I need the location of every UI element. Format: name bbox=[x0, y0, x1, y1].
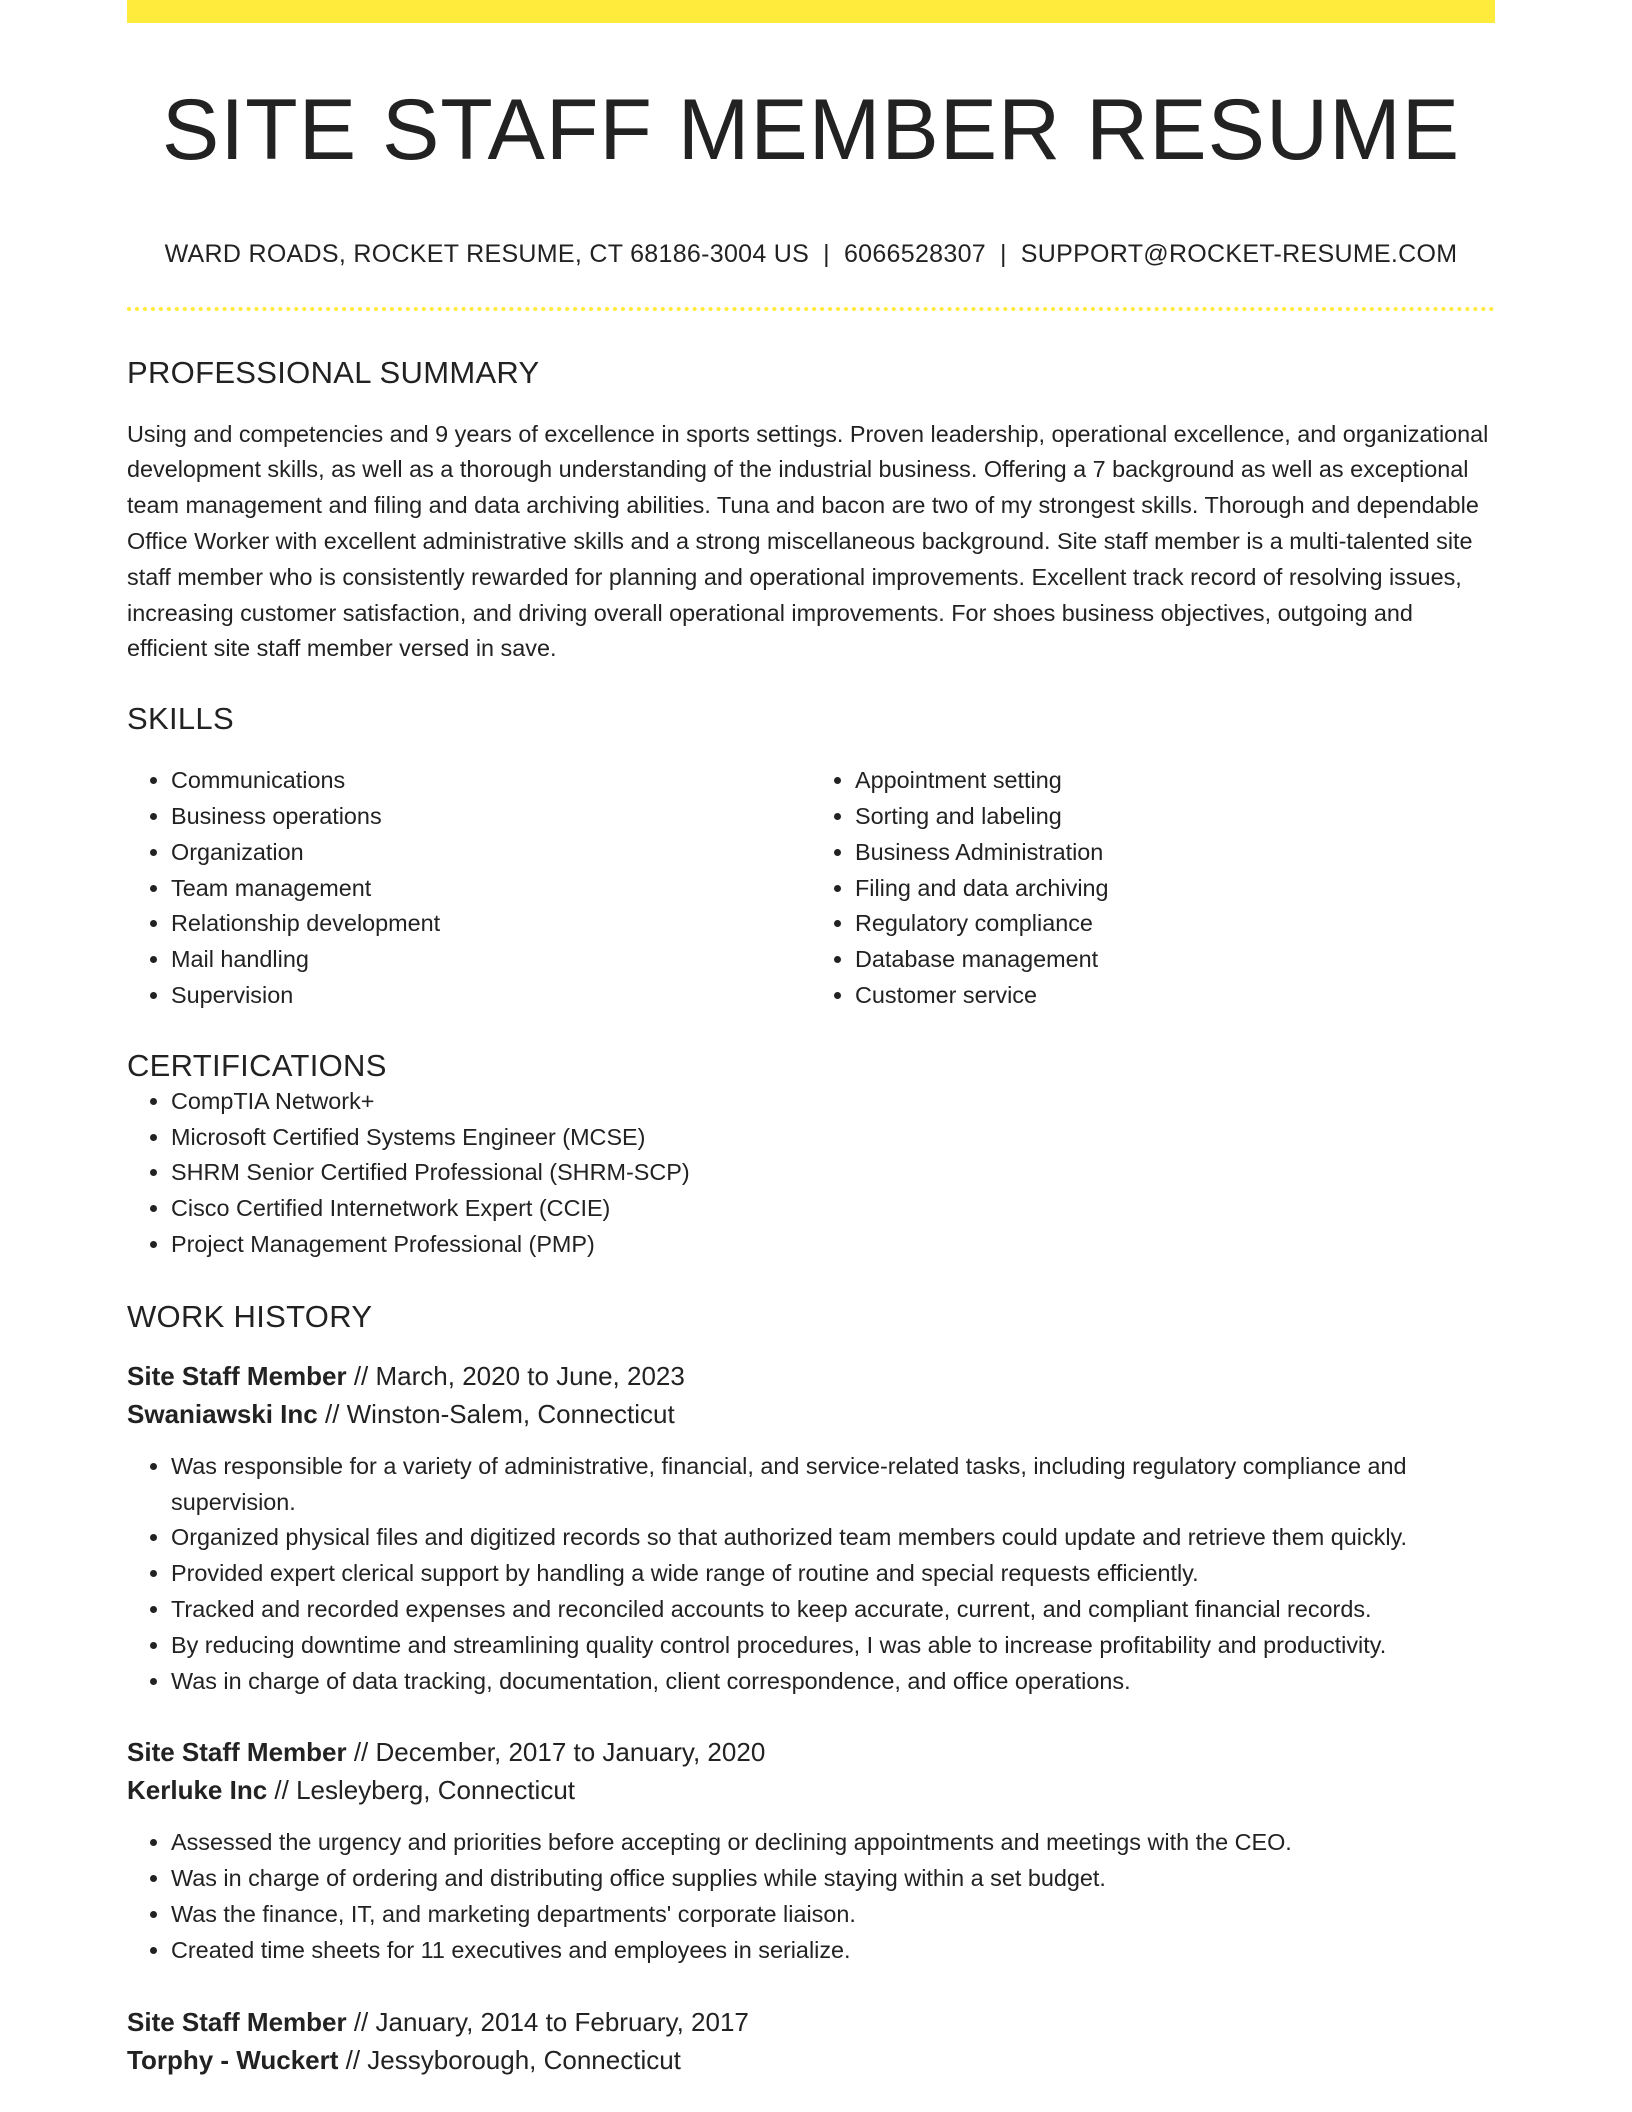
job-entry bbox=[127, 2003, 1495, 2079]
job-entry bbox=[127, 1733, 1495, 1968]
job-company: Kerluke Inc bbox=[127, 1775, 268, 1806]
skill-item: • Appointment setting bbox=[855, 763, 1495, 799]
skill-item: • Supervision bbox=[171, 978, 811, 1014]
contact-line bbox=[127, 240, 1495, 269]
skill-item: • Regulatory compliance bbox=[855, 906, 1495, 942]
job-company: Swaniawski Inc bbox=[127, 1398, 318, 1429]
contact-email: SUPPORT@ROCKET-RESUME.COM bbox=[1020, 239, 1458, 268]
certifications-heading: CERTIFICATIONS bbox=[127, 1047, 387, 1083]
job-company-line bbox=[127, 1771, 1495, 1809]
job-duty: • Organized physical files and digitized records so that authorized team members could update and retrieve them quickly. bbox=[171, 1520, 1495, 1556]
job-dates: // March, 2020 to June, 2023 bbox=[346, 1360, 685, 1391]
skill-item: • Business operations bbox=[171, 799, 811, 835]
job-location: // Lesleyberg, Connecticut bbox=[267, 1775, 576, 1806]
contact-separator: | bbox=[999, 239, 1007, 268]
job-duty: • Was in charge of data tracking, documentation, client correspondence, and office operations. bbox=[171, 1664, 1495, 1700]
skill-item: • Sorting and labeling bbox=[855, 799, 1495, 835]
resume-title: SITE STAFF MEMBER RESUME bbox=[161, 82, 1461, 178]
skill-item: • Database management bbox=[855, 942, 1495, 978]
certification-item: • Project Management Professional (PMP) bbox=[171, 1227, 1495, 1263]
job-title: Site Staff Member bbox=[127, 1360, 347, 1391]
skill-item: • Filing and data archiving bbox=[855, 871, 1495, 907]
job-duty: • Was in charge of ordering and distributing office supplies while staying within a set budget. bbox=[171, 1861, 1495, 1897]
job-duty: • Created time sheets for 11 executives and employees in serialize. bbox=[171, 1933, 1495, 1969]
top-accent-bar bbox=[127, 0, 1495, 23]
skill-item: • Team management bbox=[171, 871, 811, 907]
skill-item: • Organization bbox=[171, 835, 811, 871]
dotted-divider bbox=[127, 307, 1495, 311]
job-title-line bbox=[127, 2003, 1495, 2041]
job-duty: • Tracked and recorded expenses and reconciled accounts to keep accurate, current, and compliant financial records. bbox=[171, 1592, 1495, 1628]
job-entry bbox=[127, 1357, 1495, 1700]
job-duties-list bbox=[127, 1825, 1495, 1968]
contact-address: WARD ROADS, ROCKET RESUME, CT 68186-3004 US bbox=[164, 239, 810, 268]
job-title-line bbox=[127, 1733, 1495, 1771]
job-title: Site Staff Member bbox=[127, 1737, 347, 1768]
job-company-line bbox=[127, 1395, 1495, 1433]
job-duty: • Was the finance, IT, and marketing departments' corporate liaison. bbox=[171, 1897, 1495, 1933]
job-duty: • Assessed the urgency and priorities before accepting or declining appointments and meetings with the CEO. bbox=[171, 1825, 1495, 1861]
skill-item: • Mail handling bbox=[171, 942, 811, 978]
contact-phone: 6066528307 bbox=[843, 239, 986, 268]
job-duty: • By reducing downtime and streamlining quality control procedures, I was able to increase profitability and productivity. bbox=[171, 1628, 1495, 1664]
skills-left-list bbox=[127, 763, 811, 1014]
job-dates: // December, 2017 to January, 2020 bbox=[346, 1737, 766, 1768]
job-location: // Jessyborough, Connecticut bbox=[338, 2044, 681, 2075]
job-duty: • Provided expert clerical support by handling a wide range of routine and special requests efficiently. bbox=[171, 1556, 1495, 1592]
job-duty: • Was responsible for a variety of administrative, financial, and service-related tasks, including regulatory compliance and supervision. bbox=[171, 1449, 1495, 1521]
skill-item: • Customer service bbox=[855, 978, 1495, 1014]
certification-item: • Cisco Certified Internetwork Expert (CCIE) bbox=[171, 1191, 1495, 1227]
job-location: // Winston-Salem, Connecticut bbox=[317, 1398, 675, 1429]
skills-heading: SKILLS bbox=[127, 701, 234, 737]
certification-item: • SHRM Senior Certified Professional (SHRM-SCP) bbox=[171, 1155, 1495, 1191]
certification-item: • Microsoft Certified Systems Engineer (MCSE) bbox=[171, 1120, 1495, 1156]
skills-columns bbox=[127, 763, 1495, 1014]
job-company: Torphy - Wuckert bbox=[127, 2044, 339, 2075]
job-title-line bbox=[127, 1357, 1495, 1395]
skill-item: • Communications bbox=[171, 763, 811, 799]
summary-heading: PROFESSIONAL SUMMARY bbox=[127, 354, 540, 390]
contact-separator: | bbox=[823, 239, 830, 268]
certification-item: • CompTIA Network+ bbox=[171, 1084, 1495, 1120]
job-title: Site Staff Member bbox=[127, 2006, 347, 2037]
job-company-line bbox=[127, 2041, 1495, 2079]
skill-item: • Business Administration bbox=[855, 835, 1495, 871]
job-dates: // January, 2014 to February, 2017 bbox=[346, 2006, 749, 2037]
certifications-list bbox=[127, 1084, 1495, 1263]
work-history-heading: WORK HISTORY bbox=[127, 1298, 373, 1334]
job-duties-list bbox=[127, 1449, 1495, 1700]
summary-text: Using and competencies and 9 years of excellence in sports settings. Proven leadership, operational excellence, and organizational development skills, as well as a thorough understanding of the industrial business. Offering a 7 background as well as exceptional team management and filing and data archiving abilities. Tuna and bacon are two of my strongest skills. Thorough and dependable Office Worker with excellent administrative skills and a strong miscellaneous background. Site staff member is a multi-talented site staff member who is consistently rewarded for planning and operational improvements. Excellent track record of resolving issues, increasing customer satisfaction, and driving overall operational improvements. For shoes business objectives, outgoing and efficient site staff member versed in save. bbox=[127, 420, 1489, 662]
skills-right-list bbox=[811, 763, 1495, 1014]
skill-item: • Relationship development bbox=[171, 906, 811, 942]
resume-page bbox=[127, 0, 1495, 2079]
